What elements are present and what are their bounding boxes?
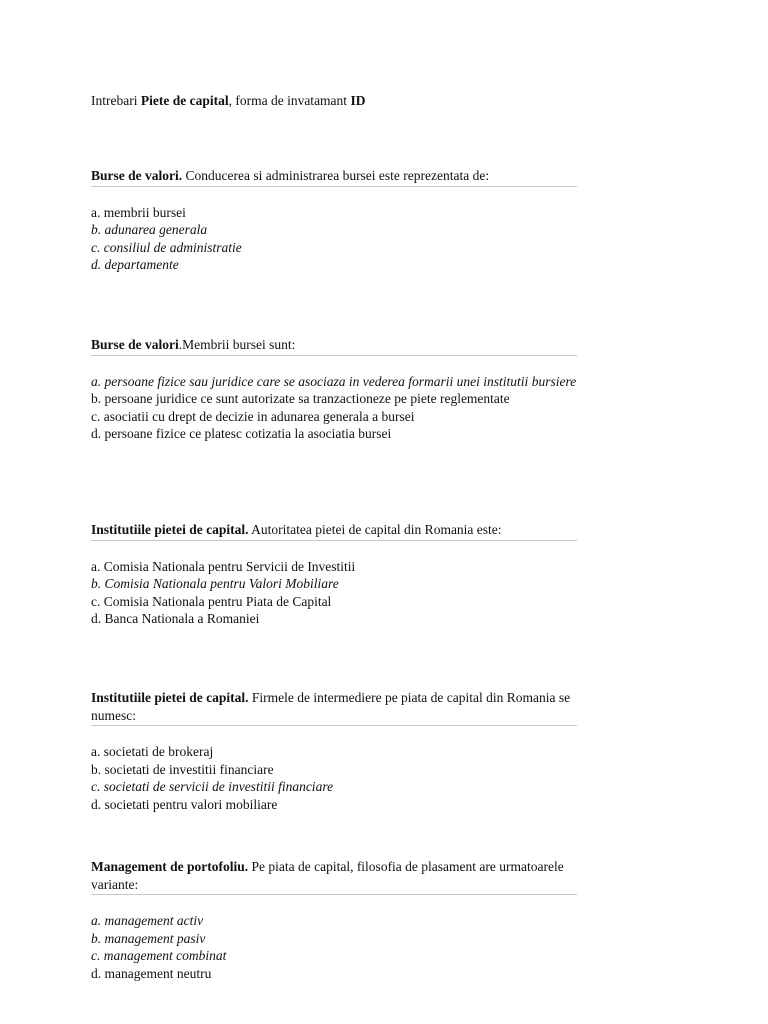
- question-heading: [91, 521, 577, 541]
- question-category: Burse de valori: [91, 337, 179, 352]
- answer-option-d: d. departamente: [91, 257, 179, 272]
- question-4: [91, 689, 577, 813]
- answer-options: [91, 743, 577, 813]
- answer-option-a: a. membrii bursei: [91, 204, 186, 220]
- answer-option-d: d. Banca Nationala a Romaniei: [91, 611, 260, 626]
- answer-options: [91, 373, 577, 443]
- answer-option-c: c. societati de servicii de investitii financiare: [91, 779, 334, 794]
- answer-option-c: c. consiliul de administratie: [91, 239, 242, 255]
- question-category: Burse de valori.: [91, 168, 183, 183]
- answer-option-c: c. management combinat: [91, 948, 227, 963]
- answer-option-a: a. management activ: [91, 913, 204, 928]
- question-text: .Membrii bursei sunt:: [178, 337, 296, 352]
- answer-options: [91, 204, 577, 274]
- question-1: [91, 167, 577, 274]
- question-heading: [91, 858, 577, 895]
- header-prefix: Intrebari: [91, 93, 141, 108]
- answer-option-b: b. societati de investitii financiare: [91, 761, 274, 777]
- question-text: Pe piata de capital, filosofia de plasament are urmatoarele variante:: [91, 859, 564, 892]
- answer-option-c: c. asociatii cu drept de decizie in adunarea generala a bursei: [91, 408, 415, 424]
- answer-option-d: d. societati pentru valori mobiliare: [91, 796, 278, 812]
- document-header: [91, 92, 365, 110]
- question-category: Management de portofoliu.: [91, 859, 249, 874]
- header-form: ID: [350, 93, 366, 108]
- question-text: Firmele de intermediere pe piata de capital din Romania se numesc:: [91, 690, 571, 723]
- question-text: Conducerea si administrarea bursei este reprezentata de:: [182, 168, 490, 183]
- answer-option-b: b. management pasiv: [91, 930, 206, 946]
- question-category: Institutiile pietei de capital.: [91, 690, 249, 705]
- question-text: Autoritatea pietei de capital din Romania este:: [248, 522, 502, 537]
- question-heading: [91, 689, 577, 726]
- answer-option-a: a. persoane fizice sau juridice care se asociaza in vederea formarii unei institutii bursiere: [91, 373, 577, 389]
- answer-option-d: d. management neutru: [91, 965, 212, 981]
- question-3: [91, 521, 577, 628]
- question-category: Institutiile pietei de capital.: [91, 522, 249, 537]
- question-2: [91, 336, 577, 443]
- answer-option-a: a. Comisia Nationala pentru Servicii de Investitii: [91, 558, 356, 574]
- question-heading: [91, 167, 577, 187]
- question-heading: [91, 336, 577, 356]
- answer-option-a: a. societati de brokeraj: [91, 744, 214, 759]
- answer-option-b: b. adunarea generala: [91, 222, 208, 237]
- answer-options: [91, 912, 577, 982]
- header-middle: , forma de invatamant: [228, 93, 351, 108]
- header-subject: Piete de capital: [140, 93, 229, 108]
- answer-option-b: b. Comisia Nationala pentru Valori Mobiliare: [91, 576, 339, 591]
- answer-option-b: b. persoane juridice ce sunt autorizate sa tranzactioneze pe piete reglementate: [91, 391, 510, 406]
- answer-option-d: d. persoane fizice ce platesc cotizatia la asociatia bursei: [91, 426, 392, 441]
- answer-options: [91, 558, 577, 628]
- question-5: [91, 858, 577, 982]
- answer-option-c: c. Comisia Nationala pentru Piata de Capital: [91, 593, 332, 609]
